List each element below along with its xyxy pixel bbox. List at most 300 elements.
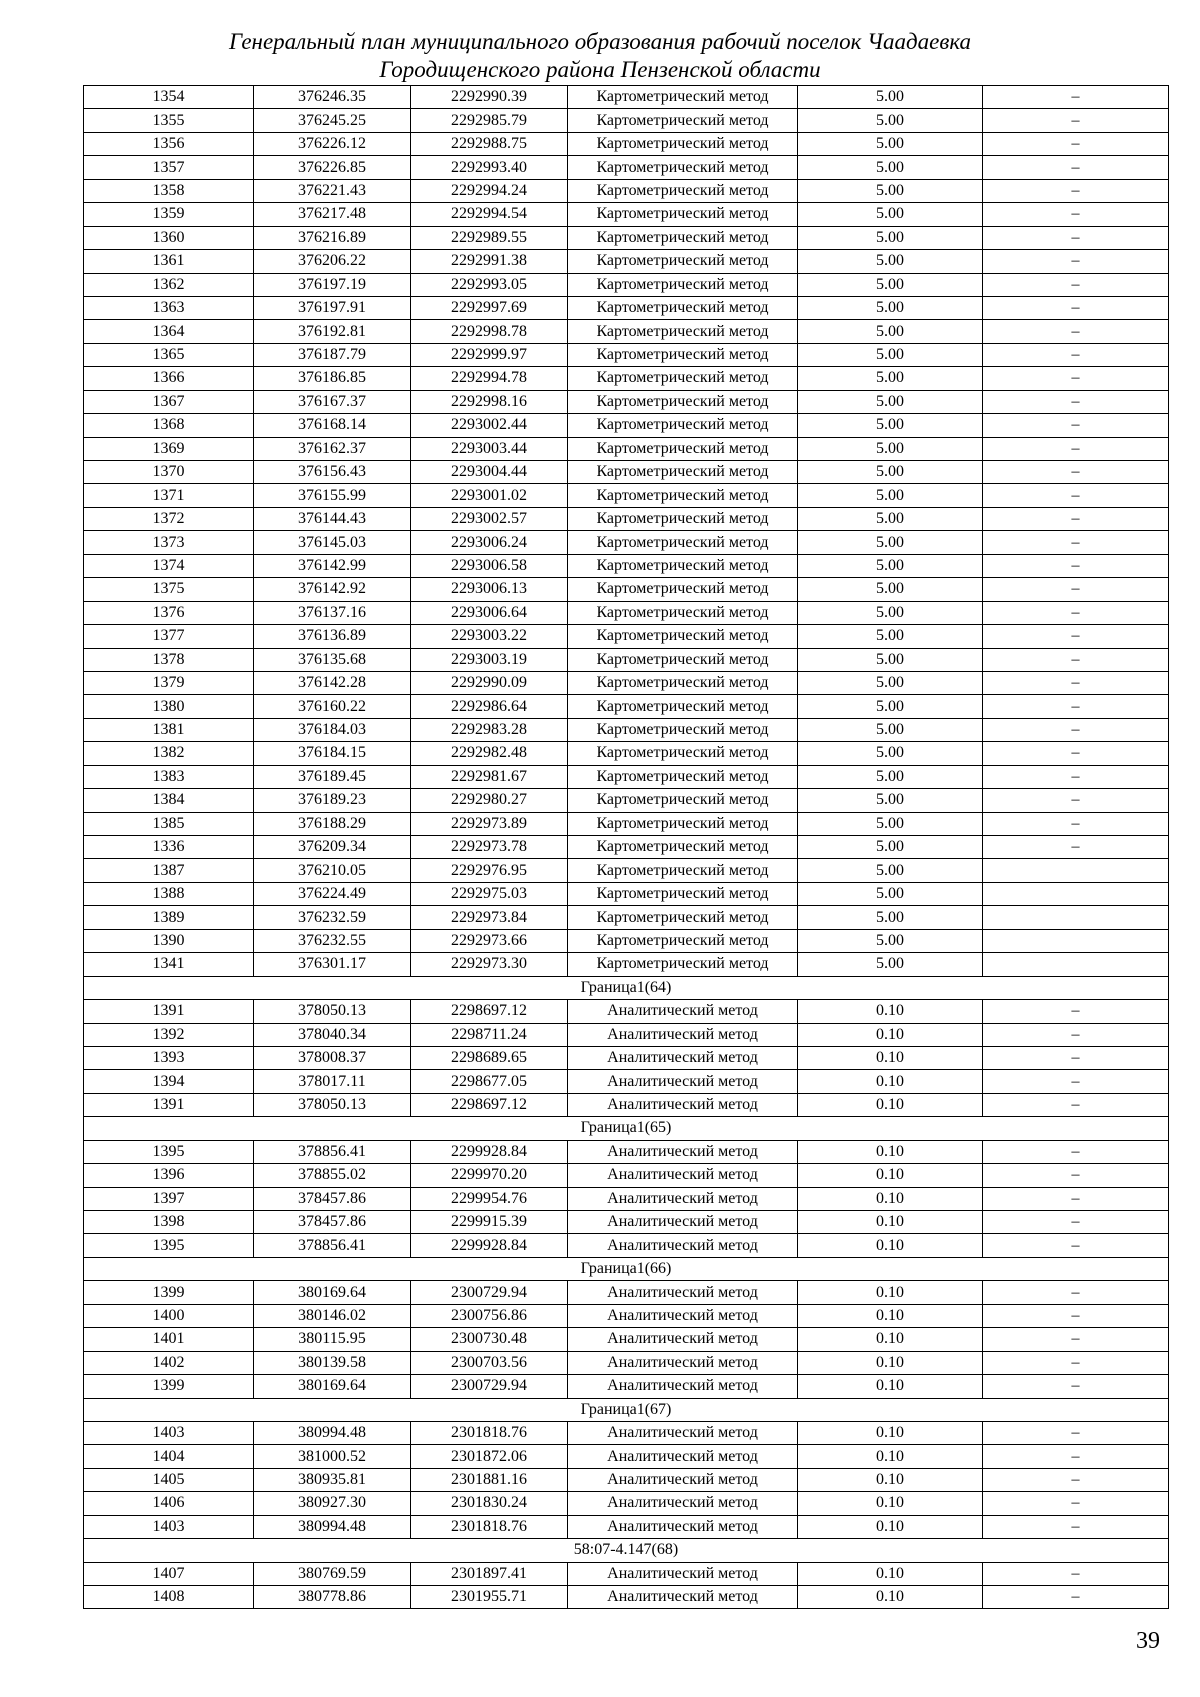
method-cell: Аналитический метод [568, 1515, 798, 1538]
description-cell: – [983, 1023, 1169, 1046]
y-coordinate-cell: 2292999.97 [411, 343, 568, 366]
y-coordinate-cell: 2292973.78 [411, 836, 568, 859]
description-cell: – [983, 1304, 1169, 1327]
table-row [84, 1164, 1169, 1187]
accuracy-cell: 5.00 [798, 929, 983, 952]
accuracy-cell: 0.10 [798, 1421, 983, 1444]
description-cell: – [983, 765, 1169, 788]
accuracy-cell: 0.10 [798, 1000, 983, 1023]
y-coordinate-cell: 2292973.89 [411, 812, 568, 835]
description-cell: – [983, 414, 1169, 437]
y-coordinate-cell: 2293006.24 [411, 531, 568, 554]
table-row [84, 507, 1169, 530]
y-coordinate-cell: 2292993.05 [411, 273, 568, 296]
description-cell: – [983, 320, 1169, 343]
accuracy-cell: 0.10 [798, 1492, 983, 1515]
table-row [84, 695, 1169, 718]
point-number-cell: 1401 [84, 1328, 254, 1351]
method-cell: Аналитический метод [568, 1281, 798, 1304]
accuracy-cell: 5.00 [798, 273, 983, 296]
method-cell: Аналитический метод [568, 1023, 798, 1046]
table-row [84, 390, 1169, 413]
x-coordinate-cell: 376155.99 [254, 484, 411, 507]
x-coordinate-cell: 376197.91 [254, 296, 411, 319]
accuracy-cell: 5.00 [798, 179, 983, 202]
page-number: 39 [1136, 1628, 1160, 1654]
y-coordinate-cell: 2292994.54 [411, 203, 568, 226]
point-number-cell: 1384 [84, 789, 254, 812]
description-cell [983, 953, 1169, 976]
method-cell: Картометрический метод [568, 461, 798, 484]
point-number-cell: 1402 [84, 1351, 254, 1374]
table-row [84, 625, 1169, 648]
y-coordinate-cell: 2301818.76 [411, 1515, 568, 1538]
description-cell: – [983, 1351, 1169, 1374]
table-row [84, 109, 1169, 132]
point-number-cell: 1393 [84, 1046, 254, 1069]
description-cell: – [983, 109, 1169, 132]
y-coordinate-cell: 2292982.48 [411, 742, 568, 765]
section-title: Граница1(64) [84, 976, 1169, 999]
y-coordinate-cell: 2301881.16 [411, 1468, 568, 1491]
y-coordinate-cell: 2300730.48 [411, 1328, 568, 1351]
point-number-cell: 1400 [84, 1304, 254, 1327]
x-coordinate-cell: 376217.48 [254, 203, 411, 226]
table-row [84, 671, 1169, 694]
point-number-cell: 1381 [84, 718, 254, 741]
accuracy-cell: 5.00 [798, 320, 983, 343]
table-row [84, 789, 1169, 812]
y-coordinate-cell: 2301830.24 [411, 1492, 568, 1515]
y-coordinate-cell: 2292997.69 [411, 296, 568, 319]
x-coordinate-cell: 378050.13 [254, 1093, 411, 1116]
y-coordinate-cell: 2301818.76 [411, 1421, 568, 1444]
accuracy-cell: 5.00 [798, 86, 983, 109]
description-cell: – [983, 1421, 1169, 1444]
description-cell: – [983, 578, 1169, 601]
point-number-cell: 1407 [84, 1562, 254, 1585]
accuracy-cell: 5.00 [798, 859, 983, 882]
method-cell: Картометрический метод [568, 836, 798, 859]
description-cell: – [983, 226, 1169, 249]
x-coordinate-cell: 376301.17 [254, 953, 411, 976]
section-title: 58:07-4.147(68) [84, 1539, 1169, 1562]
method-cell: Картометрический метод [568, 296, 798, 319]
method-cell: Аналитический метод [568, 1000, 798, 1023]
description-cell: – [983, 390, 1169, 413]
method-cell: Аналитический метод [568, 1164, 798, 1187]
x-coordinate-cell: 376168.14 [254, 414, 411, 437]
x-coordinate-cell: 380139.58 [254, 1351, 411, 1374]
point-number-cell: 1373 [84, 531, 254, 554]
x-coordinate-cell: 376137.16 [254, 601, 411, 624]
table-row [84, 367, 1169, 390]
y-coordinate-cell: 2293002.57 [411, 507, 568, 530]
table-row [84, 320, 1169, 343]
description-cell: – [983, 1164, 1169, 1187]
description-cell: – [983, 1140, 1169, 1163]
method-cell: Картометрический метод [568, 718, 798, 741]
description-cell: – [983, 836, 1169, 859]
table-row [84, 1187, 1169, 1210]
x-coordinate-cell: 376188.29 [254, 812, 411, 835]
description-cell: – [983, 1492, 1169, 1515]
point-number-cell: 1385 [84, 812, 254, 835]
y-coordinate-cell: 2299970.20 [411, 1164, 568, 1187]
description-cell: – [983, 1328, 1169, 1351]
point-number-cell: 1397 [84, 1187, 254, 1210]
method-cell: Картометрический метод [568, 578, 798, 601]
method-cell: Аналитический метод [568, 1445, 798, 1468]
point-number-cell: 1395 [84, 1234, 254, 1257]
method-cell: Картометрический метод [568, 437, 798, 460]
table-row [84, 765, 1169, 788]
accuracy-cell: 5.00 [798, 226, 983, 249]
method-cell: Картометрический метод [568, 484, 798, 507]
y-coordinate-cell: 2292973.84 [411, 906, 568, 929]
table-row [84, 132, 1169, 155]
description-cell [983, 929, 1169, 952]
description-cell: – [983, 1187, 1169, 1210]
accuracy-cell: 0.10 [798, 1445, 983, 1468]
y-coordinate-cell: 2293006.58 [411, 554, 568, 577]
table-row [84, 1492, 1169, 1515]
point-number-cell: 1362 [84, 273, 254, 296]
y-coordinate-cell: 2292986.64 [411, 695, 568, 718]
point-number-cell: 1367 [84, 390, 254, 413]
description-cell [983, 906, 1169, 929]
method-cell: Картометрический метод [568, 86, 798, 109]
accuracy-cell: 5.00 [798, 625, 983, 648]
section-title: Граница1(66) [84, 1257, 1169, 1280]
y-coordinate-cell: 2292998.78 [411, 320, 568, 343]
x-coordinate-cell: 376142.28 [254, 671, 411, 694]
table-row [84, 953, 1169, 976]
method-cell: Картометрический метод [568, 367, 798, 390]
accuracy-cell: 5.00 [798, 250, 983, 273]
method-cell: Аналитический метод [568, 1304, 798, 1327]
x-coordinate-cell: 376245.25 [254, 109, 411, 132]
method-cell: Картометрический метод [568, 929, 798, 952]
method-cell: Аналитический метод [568, 1211, 798, 1234]
point-number-cell: 1375 [84, 578, 254, 601]
x-coordinate-cell: 381000.52 [254, 1445, 411, 1468]
description-cell: – [983, 742, 1169, 765]
point-number-cell: 1366 [84, 367, 254, 390]
x-coordinate-cell: 378855.02 [254, 1164, 411, 1187]
y-coordinate-cell: 2292989.55 [411, 226, 568, 249]
accuracy-cell: 5.00 [798, 203, 983, 226]
description-cell: – [983, 695, 1169, 718]
method-cell: Аналитический метод [568, 1234, 798, 1257]
table-row [84, 1468, 1169, 1491]
y-coordinate-cell: 2293001.02 [411, 484, 568, 507]
x-coordinate-cell: 376189.45 [254, 765, 411, 788]
accuracy-cell: 5.00 [798, 765, 983, 788]
x-coordinate-cell: 376226.12 [254, 132, 411, 155]
accuracy-cell: 5.00 [798, 742, 983, 765]
table-row [84, 296, 1169, 319]
accuracy-cell: 0.10 [798, 1304, 983, 1327]
x-coordinate-cell: 376226.85 [254, 156, 411, 179]
point-number-cell: 1378 [84, 648, 254, 671]
point-number-cell: 1363 [84, 296, 254, 319]
table-row [84, 1445, 1169, 1468]
method-cell: Аналитический метод [568, 1421, 798, 1444]
section-header-row [84, 1398, 1169, 1421]
table-row [84, 414, 1169, 437]
method-cell: Аналитический метод [568, 1328, 798, 1351]
method-cell: Картометрический метод [568, 648, 798, 671]
point-number-cell: 1356 [84, 132, 254, 155]
x-coordinate-cell: 380769.59 [254, 1562, 411, 1585]
method-cell: Картометрический метод [568, 226, 798, 249]
x-coordinate-cell: 376187.79 [254, 343, 411, 366]
description-cell: – [983, 1468, 1169, 1491]
method-cell: Картометрический метод [568, 250, 798, 273]
point-number-cell: 1370 [84, 461, 254, 484]
point-number-cell: 1387 [84, 859, 254, 882]
description-cell: – [983, 296, 1169, 319]
accuracy-cell: 5.00 [798, 695, 983, 718]
y-coordinate-cell: 2292990.09 [411, 671, 568, 694]
method-cell: Картометрический метод [568, 625, 798, 648]
point-number-cell: 1388 [84, 882, 254, 905]
accuracy-cell: 5.00 [798, 812, 983, 835]
y-coordinate-cell: 2301955.71 [411, 1586, 568, 1609]
y-coordinate-cell: 2298677.05 [411, 1070, 568, 1093]
accuracy-cell: 5.00 [798, 132, 983, 155]
table-row [84, 484, 1169, 507]
method-cell: Аналитический метод [568, 1375, 798, 1398]
description-cell: – [983, 437, 1169, 460]
section-header-row [84, 1117, 1169, 1140]
y-coordinate-cell: 2301872.06 [411, 1445, 568, 1468]
table-row [84, 1304, 1169, 1327]
accuracy-cell: 5.00 [798, 718, 983, 741]
description-cell: – [983, 1070, 1169, 1093]
point-number-cell: 1376 [84, 601, 254, 624]
y-coordinate-cell: 2292983.28 [411, 718, 568, 741]
description-cell: – [983, 507, 1169, 530]
y-coordinate-cell: 2299954.76 [411, 1187, 568, 1210]
point-number-cell: 1354 [84, 86, 254, 109]
table-row [84, 1375, 1169, 1398]
accuracy-cell: 5.00 [798, 461, 983, 484]
y-coordinate-cell: 2300729.94 [411, 1281, 568, 1304]
y-coordinate-cell: 2292994.78 [411, 367, 568, 390]
method-cell: Картометрический метод [568, 320, 798, 343]
x-coordinate-cell: 376184.15 [254, 742, 411, 765]
table-row [84, 836, 1169, 859]
method-cell: Аналитический метод [568, 1046, 798, 1069]
point-number-cell: 1374 [84, 554, 254, 577]
description-cell [983, 882, 1169, 905]
method-cell: Аналитический метод [568, 1140, 798, 1163]
x-coordinate-cell: 378050.13 [254, 1000, 411, 1023]
method-cell: Картометрический метод [568, 132, 798, 155]
coordinates-table [83, 85, 1169, 1609]
accuracy-cell: 5.00 [798, 648, 983, 671]
point-number-cell: 1394 [84, 1070, 254, 1093]
table-row [84, 1351, 1169, 1374]
x-coordinate-cell: 378856.41 [254, 1140, 411, 1163]
description-cell: – [983, 648, 1169, 671]
method-cell: Аналитический метод [568, 1492, 798, 1515]
point-number-cell: 1405 [84, 1468, 254, 1491]
accuracy-cell: 5.00 [798, 882, 983, 905]
point-number-cell: 1392 [84, 1023, 254, 1046]
point-number-cell: 1389 [84, 906, 254, 929]
accuracy-cell: 5.00 [798, 343, 983, 366]
x-coordinate-cell: 380994.48 [254, 1515, 411, 1538]
table-row [84, 859, 1169, 882]
table-row [84, 1046, 1169, 1069]
x-coordinate-cell: 380778.86 [254, 1586, 411, 1609]
section-header-row [84, 1257, 1169, 1280]
y-coordinate-cell: 2292981.67 [411, 765, 568, 788]
description-cell: – [983, 484, 1169, 507]
accuracy-cell: 5.00 [798, 554, 983, 577]
point-number-cell: 1380 [84, 695, 254, 718]
point-number-cell: 1396 [84, 1164, 254, 1187]
accuracy-cell: 5.00 [798, 296, 983, 319]
x-coordinate-cell: 380146.02 [254, 1304, 411, 1327]
y-coordinate-cell: 2292991.38 [411, 250, 568, 273]
method-cell: Аналитический метод [568, 1586, 798, 1609]
table-row [84, 179, 1169, 202]
description-cell: – [983, 86, 1169, 109]
method-cell: Аналитический метод [568, 1070, 798, 1093]
table-row [84, 718, 1169, 741]
description-cell: – [983, 1586, 1169, 1609]
point-number-cell: 1341 [84, 953, 254, 976]
point-number-cell: 1382 [84, 742, 254, 765]
description-cell: – [983, 671, 1169, 694]
y-coordinate-cell: 2292976.95 [411, 859, 568, 882]
y-coordinate-cell: 2293006.13 [411, 578, 568, 601]
description-cell: – [983, 625, 1169, 648]
x-coordinate-cell: 380169.64 [254, 1281, 411, 1304]
accuracy-cell: 5.00 [798, 578, 983, 601]
x-coordinate-cell: 376144.43 [254, 507, 411, 530]
x-coordinate-cell: 376209.34 [254, 836, 411, 859]
table-row [84, 882, 1169, 905]
point-number-cell: 1360 [84, 226, 254, 249]
y-coordinate-cell: 2293004.44 [411, 461, 568, 484]
method-cell: Аналитический метод [568, 1562, 798, 1585]
method-cell: Картометрический метод [568, 343, 798, 366]
accuracy-cell: 5.00 [798, 906, 983, 929]
table-row [84, 1328, 1169, 1351]
method-cell: Картометрический метод [568, 390, 798, 413]
coordinates-table-body [84, 86, 1169, 1609]
y-coordinate-cell: 2293006.64 [411, 601, 568, 624]
y-coordinate-cell: 2301897.41 [411, 1562, 568, 1585]
x-coordinate-cell: 376189.23 [254, 789, 411, 812]
method-cell: Аналитический метод [568, 1093, 798, 1116]
x-coordinate-cell: 380927.30 [254, 1492, 411, 1515]
table-row [84, 601, 1169, 624]
description-cell: – [983, 718, 1169, 741]
y-coordinate-cell: 2292993.40 [411, 156, 568, 179]
accuracy-cell: 0.10 [798, 1164, 983, 1187]
description-cell: – [983, 1515, 1169, 1538]
x-coordinate-cell: 376221.43 [254, 179, 411, 202]
method-cell: Картометрический метод [568, 203, 798, 226]
method-cell: Аналитический метод [568, 1187, 798, 1210]
point-number-cell: 1357 [84, 156, 254, 179]
table-row [84, 86, 1169, 109]
x-coordinate-cell: 378856.41 [254, 1234, 411, 1257]
x-coordinate-cell: 376162.37 [254, 437, 411, 460]
method-cell: Картометрический метод [568, 109, 798, 132]
accuracy-cell: 0.10 [798, 1046, 983, 1069]
description-cell: – [983, 132, 1169, 155]
section-header-row [84, 1539, 1169, 1562]
point-number-cell: 1377 [84, 625, 254, 648]
accuracy-cell: 0.10 [798, 1023, 983, 1046]
accuracy-cell: 0.10 [798, 1562, 983, 1585]
x-coordinate-cell: 376160.22 [254, 695, 411, 718]
y-coordinate-cell: 2292975.03 [411, 882, 568, 905]
point-number-cell: 1365 [84, 343, 254, 366]
table-row [84, 1586, 1169, 1609]
point-number-cell: 1395 [84, 1140, 254, 1163]
point-number-cell: 1406 [84, 1492, 254, 1515]
accuracy-cell: 0.10 [798, 1468, 983, 1491]
point-number-cell: 1369 [84, 437, 254, 460]
y-coordinate-cell: 2299928.84 [411, 1234, 568, 1257]
method-cell: Картометрический метод [568, 531, 798, 554]
accuracy-cell: 0.10 [798, 1328, 983, 1351]
table-row [84, 742, 1169, 765]
method-cell: Картометрический метод [568, 671, 798, 694]
x-coordinate-cell: 376184.03 [254, 718, 411, 741]
point-number-cell: 1403 [84, 1515, 254, 1538]
accuracy-cell: 0.10 [798, 1234, 983, 1257]
description-cell: – [983, 554, 1169, 577]
table-row [84, 1421, 1169, 1444]
point-number-cell: 1372 [84, 507, 254, 530]
method-cell: Картометрический метод [568, 695, 798, 718]
table-row [84, 1070, 1169, 1093]
header-title-line-2: Городищенского района Пензенской области [379, 57, 821, 82]
x-coordinate-cell: 376197.19 [254, 273, 411, 296]
description-cell: – [983, 1445, 1169, 1468]
x-coordinate-cell: 376142.92 [254, 578, 411, 601]
table-row [84, 343, 1169, 366]
section-header-row [84, 976, 1169, 999]
description-cell: – [983, 273, 1169, 296]
table-row [84, 1211, 1169, 1234]
method-cell: Картометрический метод [568, 156, 798, 179]
y-coordinate-cell: 2300729.94 [411, 1375, 568, 1398]
y-coordinate-cell: 2299915.39 [411, 1211, 568, 1234]
accuracy-cell: 0.10 [798, 1515, 983, 1538]
y-coordinate-cell: 2292973.30 [411, 953, 568, 976]
point-number-cell: 1399 [84, 1281, 254, 1304]
method-cell: Картометрический метод [568, 273, 798, 296]
description-cell: – [983, 343, 1169, 366]
accuracy-cell: 0.10 [798, 1281, 983, 1304]
method-cell: Картометрический метод [568, 507, 798, 530]
accuracy-cell: 5.00 [798, 507, 983, 530]
table-row [84, 1000, 1169, 1023]
method-cell: Картометрический метод [568, 414, 798, 437]
description-cell [983, 859, 1169, 882]
table-row [84, 812, 1169, 835]
